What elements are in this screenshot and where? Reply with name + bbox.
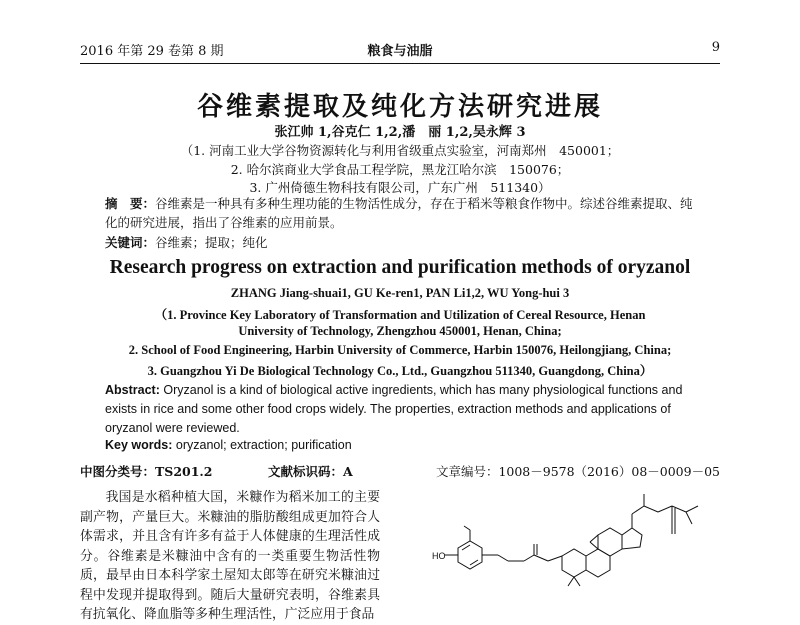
affiliation-en-4: 3. Guangzhou Yi De Biological Technology Co., Ltd., Guangzhou 511340, Guangdong, China） [147, 364, 653, 378]
keywords-en-text: oryzanol; extraction; purification [175, 438, 352, 452]
affiliation-en-2: University of Technology, Zhengzhou 450001, Henan, China; [238, 324, 562, 338]
running-header [80, 40, 720, 62]
hydroxyl-label: HO [432, 551, 446, 561]
steroid-ring-c [598, 528, 622, 556]
affiliation-cn-2: 2. 哈尔滨商业大学食品工程学院，黑龙江哈尔滨 150076； [230, 162, 570, 177]
classification-row [80, 462, 720, 482]
steroid-ring-a [562, 549, 586, 577]
abstract-en [105, 381, 700, 438]
authors-en: ZHANG Jiang-shuai1, GU Ke-ren1, PAN Li1,2, WU Yong-hui 3 [230, 286, 570, 300]
keywords-en [105, 438, 352, 452]
affiliation-en-1: （1. Province Key Laboratory of Transformation and Utilization of Cereal Resource, Henan [154, 308, 646, 322]
affiliation-cn-1: （1. 河南工业大学谷物资源转化与利用省级重点实验室，河南郑州 450001； [180, 143, 620, 158]
abstract-cn-label: 摘 要： [105, 196, 156, 211]
abstract-cn [105, 194, 695, 232]
document-code: 文献标识码：A [268, 464, 353, 479]
abstract-en-label: Abstract: [105, 383, 160, 397]
abstract-cn-text: 谷维素是一种具有多种生理功能的生物活性成分，存在于稻米等粮食作物中。综述谷维素提取、纯化的研究进展，指出了谷维素的应用前景。 [105, 196, 693, 230]
oryzanol-structure-figure [400, 486, 730, 600]
clc-number: 中图分类号：TS201.2 [80, 464, 213, 479]
issue-info: 2016 年第 29 卷第 8 期 [80, 44, 224, 59]
keywords-cn-label: 关键词： [105, 235, 156, 250]
steroid-ring-b [586, 549, 610, 577]
affiliation-cn-3: 3. 广州倚德生物科技有限公司，广东广州 511340） [249, 180, 551, 195]
journal-name: 粮食与油脂 [367, 44, 433, 59]
keywords-cn-text: 谷维素；提取；纯化 [155, 235, 268, 250]
page-number: 9 [711, 40, 720, 55]
body-paragraph: 我国是水稻种植大国，米糠作为稻米加工的主要副产物，产量巨大。米糠油的脂肪酸组成更加符合人体需求，并且含有许多有益于人体健康的生理活性成分。谷维素是米糠油中含有的一类重要生物活性物质，最早由日本科学家土屋知太郎等在研究米糠油过程中发现并提取得到。随后大量研究表明，谷维素具有抗氧化、降血脂等多种生理活性，广泛应用于食品 [80, 490, 380, 622]
affiliation-en-3: 2. School of Food Engineering, Harbin University of Commerce, Harbin 150076, Heilongjiang, China; [128, 343, 672, 357]
abstract-en-text: Oryzanol is a kind of biological active ingredients, which has many physiological functions and exists in rice and some other food crops widely. The properties, extraction methods and applications of oryzanol were reviewed. [105, 383, 683, 435]
keywords-en-label: Key words: [105, 438, 173, 452]
header-rule [80, 63, 720, 64]
article-number: 文章编号：1008－9578（2016）08－0009－05 [435, 464, 720, 479]
title-cn: 谷维素提取及纯化方法研究进展 [196, 92, 603, 122]
title-en: Research progress on extraction and purification methods of oryzanol [109, 257, 691, 278]
steroid-ring-d [622, 528, 642, 549]
keywords-cn [105, 233, 268, 251]
authors-cn: 张江帅 1,谷克仁 1,2,潘 丽 1,2,吴永辉 3 [274, 125, 526, 140]
